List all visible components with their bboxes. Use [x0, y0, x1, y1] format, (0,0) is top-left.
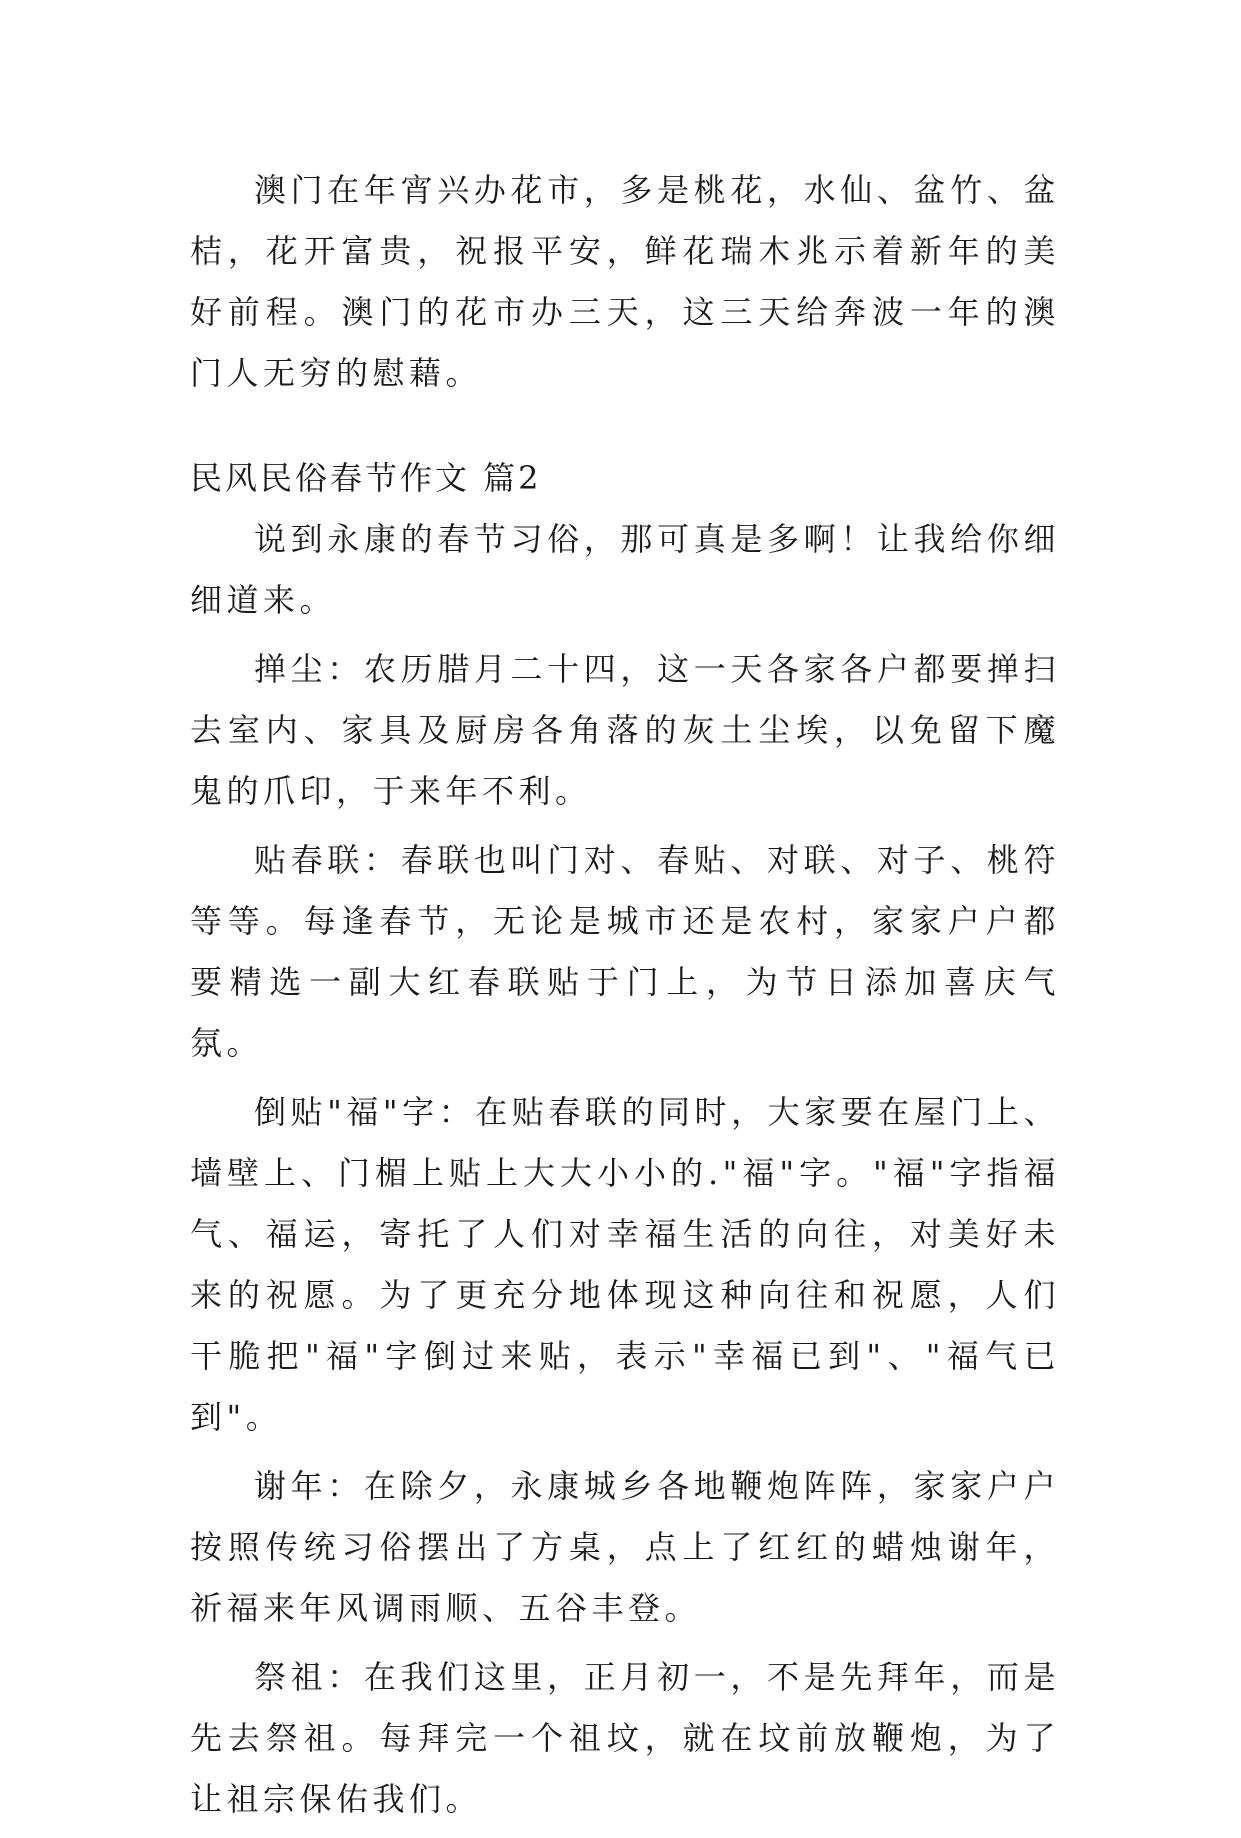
- paragraph-intro-customs: 说到永康的春节习俗，那可真是多啊！让我给你细细道来。: [190, 520, 1060, 619]
- section-heading: 民风民俗春节作文 篇2: [190, 459, 542, 497]
- paragraph-xie-nian: 谢年：在除夕，永康城乡各地鞭炮阵阵，家家户户按照传统习俗摆出了方桌，点上了红红的蜡烛谢年，祈福来年风调雨顺、五谷丰登。: [190, 1467, 1060, 1627]
- paragraph-fu-character: 倒贴"福"字：在贴春联的同时，大家要在屋门上、墙壁上、门楣上贴上大大小小的."福"字。"福"字指福气、福运，寄托了人们对幸福生活的向往，对美好未来的祝愿。为了更充分地体现这种向往和祝愿，人们干脆把"福"字倒过来贴，表示"幸福已到"、"福气已到"。: [190, 1093, 1060, 1436]
- paragraph-dusting: 掸尘：农历腊月二十四，这一天各家各户都要掸扫去室内、家具及厨房各角落的灰土尘埃，以免留下魔鬼的爪印，于来年不利。: [190, 650, 1060, 810]
- paragraph-spring-couplets: 贴春联：春联也叫门对、春贴、对联、对子、桃符等等。每逢春节，无论是城市还是农村，家家户户都要精选一副大红春联贴于门上，为节日添加喜庆气氛。: [190, 841, 1060, 1062]
- document-body: [190, 160, 1060, 1838]
- intro-paragraph: 澳门在年宵兴办花市，多是桃花，水仙、盆竹、盆桔，花开富贵，祝报平安，鲜花瑞木兆示着新年的美好前程。澳门的花市办三天，这三天给奔波一年的澳门人无穷的慰藉。: [190, 171, 1060, 392]
- paragraph-ancestor-worship: 祭祖：在我们这里，正月初一，不是先拜年，而是先去祭祖。每拜完一个祖坟，就在坟前放鞭炮，为了让祖宗保佑我们。: [190, 1658, 1060, 1818]
